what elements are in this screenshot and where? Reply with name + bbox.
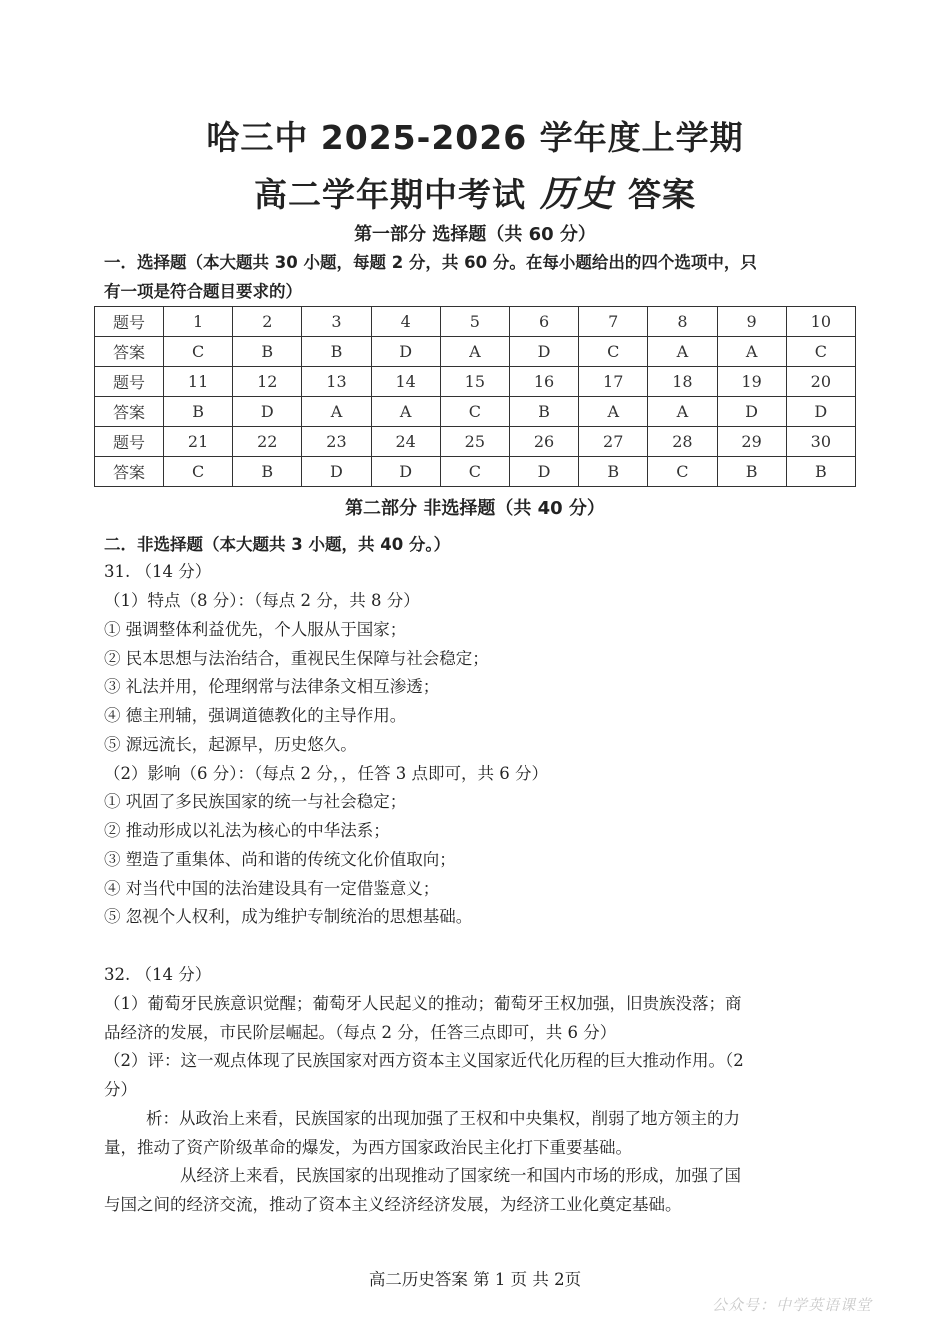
- table-row: [95, 427, 856, 457]
- row-label: 答案: [95, 337, 164, 367]
- table-row: [95, 307, 856, 337]
- question-number: 14: [371, 367, 440, 397]
- question-number: 27: [579, 427, 648, 457]
- q32-analysis1-line1: 析：从政治上来看，民族国家的出现加强了王权和中央集权，削弱了地方领主的力: [146, 1109, 740, 1128]
- answer-cell: B: [164, 397, 233, 427]
- q32-label: 32. （14 分）: [104, 965, 212, 984]
- answer-cell: C: [786, 337, 855, 367]
- q31-sub2-heading: （2）影响（6 分）：（每点 2 分，，任答 3 点即可，共 6 分）: [104, 764, 548, 783]
- question-number: 16: [509, 367, 578, 397]
- answer-cell: D: [509, 337, 578, 367]
- question-number: 4: [371, 307, 440, 337]
- answer-cell: B: [786, 457, 855, 487]
- question-number: 3: [302, 307, 371, 337]
- question-number: 29: [717, 427, 786, 457]
- list-item: ① 强调整体利益优先，个人服从于国家；: [104, 620, 407, 639]
- q31-sub1-heading: （1）特点（8 分）：（每点 2 分，共 8 分）: [104, 591, 420, 610]
- table-row: [95, 457, 856, 487]
- watermark: 公众号：中学英语课堂: [711, 1296, 872, 1314]
- question-number: 11: [164, 367, 233, 397]
- question-number: 30: [786, 427, 855, 457]
- table-row: [95, 367, 856, 397]
- answer-cell: D: [302, 457, 371, 487]
- row-label: 题号: [95, 427, 164, 457]
- question-number: 20: [786, 367, 855, 397]
- answer-cell: A: [648, 337, 717, 367]
- answer-cell: D: [717, 397, 786, 427]
- question-number: 5: [440, 307, 509, 337]
- question-number: 17: [579, 367, 648, 397]
- question-number: 7: [579, 307, 648, 337]
- row-label: 答案: [95, 457, 164, 487]
- row-label: 答案: [95, 397, 164, 427]
- question-number: 8: [648, 307, 717, 337]
- question-number: 23: [302, 427, 371, 457]
- q32-sub1-line2: 品经济的发展，市民阶层崛起。（每点 2 分，任答三点即可，共 6 分）: [104, 1023, 617, 1042]
- answer-cell: A: [302, 397, 371, 427]
- answer-cell: B: [579, 457, 648, 487]
- answer-cell: B: [509, 397, 578, 427]
- question-number: 2: [233, 307, 302, 337]
- question-number: 26: [509, 427, 578, 457]
- title-line-2-suffix: 答案: [628, 175, 696, 214]
- answer-cell: B: [233, 337, 302, 367]
- answer-cell: A: [648, 397, 717, 427]
- answer-cell: B: [233, 457, 302, 487]
- q31-label: 31. （14 分）: [104, 562, 212, 581]
- table-row: [95, 397, 856, 427]
- question-number: 25: [440, 427, 509, 457]
- question-number: 12: [233, 367, 302, 397]
- answer-cell: C: [440, 397, 509, 427]
- part1-heading: 第一部分 选择题（共 60 分）: [354, 224, 596, 245]
- answer-cell: C: [579, 337, 648, 367]
- part2-heading: 第二部分 非选择题（共 40 分）: [345, 498, 605, 519]
- subject-name: 历史: [539, 173, 614, 215]
- answer-cell: A: [440, 337, 509, 367]
- page-footer: 高二历史答案 第 1 页 共 2页: [368, 1270, 582, 1289]
- title-line-1: 哈三中 2025-2026 学年度上学期: [206, 118, 744, 157]
- list-item: ④ 德主刑辅，强调道德教化的主导作用。: [104, 706, 407, 725]
- question-number: 15: [440, 367, 509, 397]
- list-item: ③ 礼法并用，伦理纲常与法律条文相互渗透；: [104, 677, 440, 696]
- answer-cell: C: [440, 457, 509, 487]
- question-number: 19: [717, 367, 786, 397]
- list-item: ① 巩固了多民族国家的统一与社会稳定；: [104, 792, 407, 811]
- answer-cell: A: [579, 397, 648, 427]
- question-number: 9: [717, 307, 786, 337]
- answer-cell: C: [164, 457, 233, 487]
- answer-table: [94, 306, 856, 487]
- q32-sub2-line1: （2）评：这一观点体现了民族国家对西方资本主义国家近代化历程的巨大推动作用。（2: [104, 1051, 744, 1070]
- answer-cell: D: [371, 457, 440, 487]
- q32-sub2-line2: 分）: [104, 1080, 137, 1099]
- answer-cell: A: [371, 397, 440, 427]
- answer-cell: D: [509, 457, 578, 487]
- list-item: ② 民本思想与法治结合，重视民生保障与社会稳定；: [104, 649, 489, 668]
- answer-cell: D: [786, 397, 855, 427]
- question-number: 21: [164, 427, 233, 457]
- question-number: 18: [648, 367, 717, 397]
- title-line-2: [0, 166, 950, 217]
- answer-cell: D: [371, 337, 440, 367]
- table-row: [95, 337, 856, 367]
- row-label: 题号: [95, 307, 164, 337]
- question-number: 6: [509, 307, 578, 337]
- answer-cell: C: [648, 457, 717, 487]
- q32-sub1-line1: （1）葡萄牙民族意识觉醒；葡萄牙人民起义的推动；葡萄牙王权加强，旧贵族没落；商: [104, 994, 742, 1013]
- question-number: 28: [648, 427, 717, 457]
- q32-analysis2-line1: 从经济上来看，民族国家的出现推动了国家统一和国内市场的形成，加强了国: [180, 1166, 741, 1185]
- part2-instruction: 二．非选择题（本大题共 3 小题，共 40 分。）: [104, 535, 451, 554]
- question-number: 13: [302, 367, 371, 397]
- q32-analysis2-line2: 与国之间的经济交流，推动了资本主义经济经济发展，为经济工业化奠定基础。: [104, 1195, 682, 1214]
- list-item: ③ 塑造了重集体、尚和谐的传统文化价值取向；: [104, 850, 456, 869]
- title-line-2-prefix: 高二学年期中考试: [253, 175, 526, 214]
- part1-instruction-line2: 有一项是符合题目要求的）: [104, 282, 302, 301]
- answer-cell: B: [302, 337, 371, 367]
- question-number: 24: [371, 427, 440, 457]
- answer-cell: A: [717, 337, 786, 367]
- answer-cell: D: [233, 397, 302, 427]
- answer-cell: B: [717, 457, 786, 487]
- question-number: 1: [164, 307, 233, 337]
- question-number: 10: [786, 307, 855, 337]
- row-label: 题号: [95, 367, 164, 397]
- list-item: ② 推动形成以礼法为核心的中华法系；: [104, 821, 390, 840]
- answer-cell: C: [164, 337, 233, 367]
- part1-instruction-line1: 一．选择题（本大题共 30 小题，每题 2 分，共 60 分。在每小题给出的四个选项中，只: [104, 253, 757, 272]
- list-item: ④ 对当代中国的法治建设具有一定借鉴意义；: [104, 879, 440, 898]
- list-item: ⑤ 忽视个人权利，成为维护专制统治的思想基础。: [104, 907, 473, 926]
- list-item: ⑤ 源远流长，起源早，历史悠久。: [104, 735, 357, 754]
- question-number: 22: [233, 427, 302, 457]
- q32-analysis1-line2: 量，推动了资产阶级革命的爆发，为西方国家政治民主化打下重要基础。: [104, 1138, 632, 1157]
